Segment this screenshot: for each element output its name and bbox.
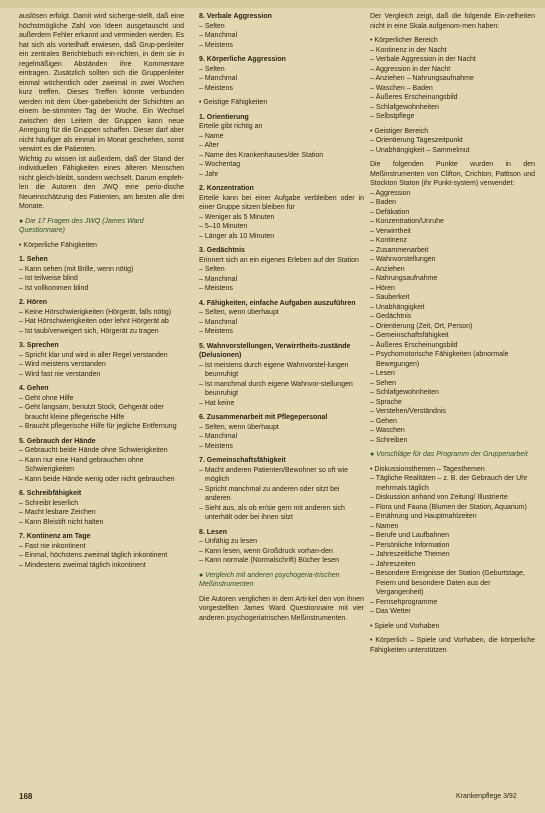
list-item: – Keine Hörschwierigkeiten (Hörgerät, falls nötig) xyxy=(19,308,172,316)
list-item: – Schlafgewohnheiten xyxy=(370,389,439,396)
list-item: – Schreiben xyxy=(370,436,408,444)
list-item: – Nahrungsaufnahme xyxy=(370,275,438,282)
list-item: – Wird fast nie verstanden xyxy=(19,370,101,378)
item-heading: 8. Lesen xyxy=(199,528,228,536)
column-3 xyxy=(370,12,535,772)
list-item: – Kann beide Hände wenig oder nicht gebrauchen xyxy=(19,475,175,483)
list-item: – Geht langsam, benutzt Stock, Gehgerät oder braucht kleine pflegerische Hilfe xyxy=(19,404,164,421)
item-heading: 1. Sehen xyxy=(19,256,48,263)
list-item: – Selten, wenn überhaupt xyxy=(199,423,279,431)
list-item: – Manchmal xyxy=(199,32,238,39)
list-item: – Hören xyxy=(370,284,395,292)
list-item: – Mindestens zweimal täglich inkontinent xyxy=(19,561,146,569)
paragraph: Der Vergleich zeigt, daß die folgende Ein-zelheiten nicht in eine Skala aufgenom-men haben: xyxy=(370,13,535,30)
list-item: – Kontinenz xyxy=(370,237,407,244)
list-item: – Kann Bleistift nicht halten xyxy=(19,518,104,526)
paragraph: • Körperlich – Spiele und Vorhaben, die körperliche Fähigkeiten unterstützen xyxy=(370,637,535,654)
list-item: – Macht anderen Patienten/Bewohner so oft wie möglich xyxy=(199,466,349,483)
section-bullet: • Spiele und Vorhaben xyxy=(370,622,440,630)
item-heading: 7. Gemeinschaftsfähigkeit xyxy=(199,457,286,464)
item-heading: 8. Verbale Aggression xyxy=(199,13,272,20)
list-item: – Wochentag xyxy=(199,161,241,168)
list-item: – Jahr xyxy=(199,170,219,178)
list-item: – Ernährung und Hauptmahlzeiten xyxy=(370,513,477,520)
item-heading: 3. Sprechen xyxy=(19,342,59,349)
item-heading: 4. Gehen xyxy=(19,385,49,392)
paragraph: Erinnert sich an ein eigenes Erleben auf der Station xyxy=(199,256,359,264)
section-bullet: • Geistige Fähigkeiten xyxy=(199,99,268,106)
list-item: – Weniger als 5 Minuten xyxy=(199,213,275,221)
list-item: – Orientierung (Zeit, Ort, Person) xyxy=(370,322,473,330)
list-item: – Braucht pflegerische Hilfe für jegliche Entfernung xyxy=(19,423,177,430)
list-item: – Jahreszeitliche Themen xyxy=(370,551,450,558)
list-item: – Berufe und Laufbahnen xyxy=(370,532,450,539)
list-item: – Selten, wenn überhaupt xyxy=(199,309,279,316)
paragraph: Wichtig zu wissen ist außerdem, daß der Stand der individuellen Fähigkeiten eines älteren Menschen nicht gleich-bleibt, sondern wechselt. Darum empfeh-len die Autoren den JWQ eine perio-dische Neueinschätzung des Patienten, am besten alle drei Monate. xyxy=(19,155,184,210)
list-item: – Unfähig zu lesen xyxy=(199,538,257,545)
item-heading: 6. Schreibfähigkeit xyxy=(19,490,82,497)
list-item: – Hat keine xyxy=(199,399,235,407)
list-item: – Persönliche Information xyxy=(370,541,450,549)
section-heading: ● Vorschläge für das Programm der Gruppenarbeit xyxy=(370,451,528,458)
list-item: – Unabhängigkeit xyxy=(370,303,425,311)
list-item: – Sprache xyxy=(370,398,402,406)
list-item: – Waschen – Baden xyxy=(370,84,433,92)
section-bullet: • Körperliche Fähigkeiten xyxy=(19,241,97,249)
list-item: – Geht ohne Hilfe xyxy=(19,394,74,402)
list-item: – Unabhängigkeit – Sammelmut xyxy=(370,146,470,154)
list-item: – Äußeres Erscheinungsbild xyxy=(370,94,458,101)
page-top-edge xyxy=(0,0,545,8)
list-item: – Verwirrtheit xyxy=(370,227,411,235)
list-item: – Baden xyxy=(370,199,397,206)
column-2 xyxy=(199,12,364,772)
list-item: – Name xyxy=(199,132,224,140)
item-heading: 2. Hören xyxy=(19,299,48,306)
list-item: – Manchmal xyxy=(199,318,238,326)
list-item: – Lesen xyxy=(370,370,395,377)
paragraph: auslösen erfolgt. Damit wird sicherge-stellt, daß eine höchstmögliche Zahl von Ideen ausgetauscht und außerdem Fehler erkannt und vermieden werden. Es hat sich als vorteilhaft erwiesen, daß Grup-penleiter ein zentrales Berichtebuch ein-richten, in dem sie in regelmäßigen Abständen ihre Kommentare eintragen. Zusätzlich sollten sich die Gruppenleiter einmal wöchentlich oder zweimal in zwei Wochen kurz treffen. Dieses Treffen könnte verbunden werden mit dem Über-gabebericht der Schichten an einem be-stimmten Tag der Woche. Ein Wechsel zwischen den Leitern der Gruppen kann neue Anregung für die Gruppen schaffen. Dieser darf aber nicht häufiger als einmal im Monat geschehen, sonst verwirrt es die Patienten. xyxy=(19,13,184,153)
list-item: – Verbale Aggression in der Nacht xyxy=(370,56,476,63)
paragraph: Erteile gibt richtig an xyxy=(199,123,263,130)
list-item: – Äußeres Erscheinungsbild xyxy=(370,341,458,349)
list-item: – Anziehen – Nahrungsaufnahme xyxy=(370,75,474,82)
page-number: 168 xyxy=(19,792,33,801)
list-item: – Anziehen xyxy=(370,265,405,273)
list-item: – Macht lesbare Zeichen xyxy=(19,509,96,516)
list-item: – 5–10 Minuten xyxy=(199,223,248,230)
list-item: – Gedächtnis xyxy=(370,313,412,320)
list-item: – Meistens xyxy=(199,285,233,292)
list-item: – Besondere Ereignisse der Station (Geburtstage, Feiern und besondere Daten aus der Vergangenheit) xyxy=(370,570,525,596)
list-item: – Tägliche Realitäten – z. B. der Gebrauch der Uhr mehrmals täglich xyxy=(370,475,528,492)
item-heading: 5. Wahnvorstellungen, Verwirrtheits-zustände (Delusionen) xyxy=(199,342,351,359)
list-item: – Meistens xyxy=(199,41,233,49)
list-item: – Schreibt leserlich xyxy=(19,499,79,507)
list-item: – Schlafgewohnheiten xyxy=(370,103,439,111)
list-item: – Meistens xyxy=(199,328,233,335)
list-item: – Länger als 10 Minuten xyxy=(199,232,275,240)
section-bullet: • Diskussionsthemen – Tagesthemen xyxy=(370,465,485,473)
list-item: – Meistens xyxy=(199,84,233,92)
list-item: – Name des Krankenhauses/der Station xyxy=(199,151,324,159)
list-item: – Selbstpflege xyxy=(370,113,415,120)
list-item: – Spricht manchmal zu anderen oder sitzt bei anderen xyxy=(199,485,340,502)
list-item: – Wahnvorstellungen xyxy=(370,256,436,263)
list-item: – Flora und Fauna (Blumen der Station, Aquarium) xyxy=(370,503,527,511)
item-heading: 1. Orientierung xyxy=(199,113,249,121)
list-item: – Sehen xyxy=(370,379,397,387)
section-heading: ● Vergleich mit anderen psychogeria-trischen Meßinstrumenten xyxy=(199,571,340,588)
list-item: – Ist taub/verweigert sich, Hörgerät zu tragen xyxy=(19,327,159,335)
list-item: – Ist teilweise blind xyxy=(19,275,78,282)
list-item: – Alter xyxy=(199,142,219,149)
item-heading: 4. Fähigkeiten, einfache Aufgaben auszuführen xyxy=(199,299,356,307)
list-item: – Sauberkeit xyxy=(370,294,410,301)
section-bullet: • Geistiger Bereich xyxy=(370,127,429,135)
list-item: – Jahreszeiten xyxy=(370,560,416,568)
list-item: – Aggression xyxy=(370,189,411,197)
paragraph: Die Autoren verglichen in dem Arti-kel den von ihnen vorgestellten James Ward Questionnaire mit vier anderen psychogeriatrischen Meßinstrumenten. xyxy=(199,595,364,622)
list-item: – Orientierung Tageszeitpunkt xyxy=(370,137,463,144)
section-heading: ● Die 17 Fragen des JWQ (James Ward Questionnaire) xyxy=(19,217,144,234)
list-item: – Kann normale (Normalschrift) Bücher lesen xyxy=(199,557,340,564)
item-heading: 7. Kontinenz am Tage xyxy=(19,533,91,540)
list-item: – Selten xyxy=(199,65,225,73)
list-item: – Konzentration/Unruhe xyxy=(370,218,444,225)
list-item: – Psychomotorische Fähigkeiten (abnormale Bewegungen) xyxy=(370,351,509,368)
list-item: – Selten xyxy=(199,266,225,273)
list-item: – Ist manchmal durch eigene Wahnvor-stellungen beunruhigt xyxy=(199,380,353,397)
list-item: – Kontinenz in der Nacht xyxy=(370,46,447,54)
list-item: – Manchmal xyxy=(199,275,238,283)
list-item: – Diskussion anhand von Zeitung/ Illustrierte xyxy=(370,494,508,501)
journal-reference: Krankenpflege 3/92 xyxy=(456,793,517,800)
list-item: – Manchmal xyxy=(199,433,238,440)
list-item: – Namen xyxy=(370,522,399,530)
list-item: – Kann nur eine Hand gebrauchen ohne Schwierigkeiten xyxy=(19,456,144,473)
paragraph: Die folgenden Punkte wurden in den Meßinstrumenten von Clifton, Crichton, Pattison und Stockton Staton (ihr Punkt-system) verwendet: xyxy=(370,161,535,187)
list-item: – Waschen xyxy=(370,427,405,434)
list-item: – Sieht aus, als ob er/sie gern mit anderen sich unterhält oder bei ihnen sitzt xyxy=(199,504,345,521)
list-item: – Kann sehen (mit Brille, wenn nötig) xyxy=(19,265,134,273)
list-item: – Einmal, höchstens zweimal täglich inkontinent xyxy=(19,552,168,559)
list-item: – Kann lesen, wenn Großdruck vorhan-den xyxy=(199,547,333,555)
item-heading: 5. Gebrauch der Hände xyxy=(19,437,96,445)
list-item: – Wird meistens verstanden xyxy=(19,361,106,368)
list-item: – Das Wetter xyxy=(370,608,411,615)
list-item: – Verstehen/Verständnis xyxy=(370,408,446,415)
item-heading: 3. Gedächtnis xyxy=(199,247,245,254)
item-heading: 2. Konzentration xyxy=(199,185,254,192)
list-item: – Aggression in der Nacht xyxy=(370,65,451,73)
item-heading: 6. Zusammenarbeit mit Pflegepersonal xyxy=(199,414,328,421)
list-item: – Fast nie inkontinent xyxy=(19,542,86,550)
section-bullet: • Körperlicher Bereich xyxy=(370,37,438,44)
list-item: – Gemeinschaftsfähigkeit xyxy=(370,332,449,339)
list-item: – Gebraucht beide Hände ohne Schwierigkeiten xyxy=(19,447,168,454)
list-item: – Gehen xyxy=(370,417,397,425)
column-1 xyxy=(19,12,184,772)
list-item: – Meistens xyxy=(199,442,233,450)
list-item: – Zusammenarbeit xyxy=(370,246,429,254)
list-item: – Hat Hörschwierigkeiten oder lehnt Hörgerät ab xyxy=(19,318,169,325)
list-item: – Fernsehprogramme xyxy=(370,598,438,606)
paragraph: Erteile kann bei einer Aufgabe verbleiben oder in einer Gruppe sitzen bleiben für xyxy=(199,194,364,211)
list-item: – Selten xyxy=(199,22,225,30)
list-item: – Spricht klar und wird in aller Regel verstanden xyxy=(19,351,168,359)
list-item: – Manchmal xyxy=(199,75,238,82)
list-item: – Ist vollkommen blind xyxy=(19,284,89,292)
list-item: – Defäkation xyxy=(370,208,410,216)
list-item: – Ist meistens durch eigene Wahnvorstel-lungen beunruhigt xyxy=(199,361,349,378)
item-heading: 9. Körperliche Aggression xyxy=(199,56,286,63)
